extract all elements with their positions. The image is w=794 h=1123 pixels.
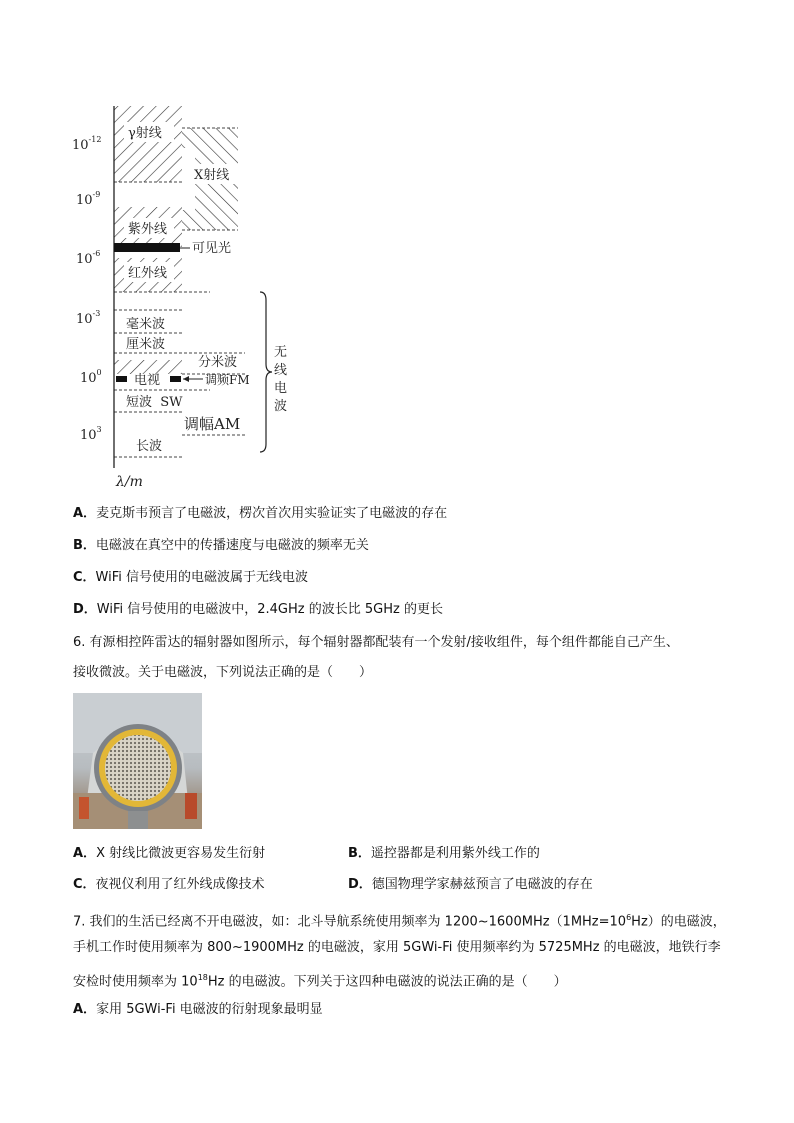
tick-exponent: 0 bbox=[96, 368, 102, 377]
svg-text:103 bbox=[80, 425, 102, 443]
tick-label: 10 bbox=[72, 138, 89, 153]
radio-label-char: 波 bbox=[274, 399, 288, 414]
gamma-band bbox=[114, 106, 182, 182]
radio-brace bbox=[260, 292, 272, 452]
dm-wave-label: 分米波 bbox=[198, 355, 238, 370]
q5-option-b: B．电磁波在真空中的传播速度与电磁波的频率无关 bbox=[73, 538, 369, 553]
svg-text:10-9 bbox=[76, 190, 100, 208]
q5-option-a: A．麦克斯韦预言了电磁波，楞次首次用实验证实了电磁波的存在 bbox=[73, 506, 448, 521]
visible-light-bar bbox=[114, 243, 180, 252]
radio-label-char: 电 bbox=[274, 381, 288, 396]
q7-stem-line-2: 手机工作时使用频率为 800~1900MHz 的电磁波，家用 5GWi-Fi 使用频率约为 5725MHz 的电磁波，地铁行李 bbox=[73, 940, 721, 955]
sw-label: 短波 SW bbox=[126, 395, 183, 410]
radio-label-char: 无 bbox=[274, 345, 288, 360]
tick-label: 10 bbox=[76, 193, 93, 208]
fm-label: 调频FM bbox=[205, 373, 250, 387]
tick-exponent: -9 bbox=[92, 190, 101, 199]
q6-stem-line-2: 接收微波。关于电磁波，下列说法正确的是（ ） bbox=[73, 665, 373, 680]
gamma-label: γ射线 bbox=[128, 126, 162, 141]
q7-option-a: A．家用 5GWi-Fi 电磁波的衍射现象最明显 bbox=[73, 1002, 323, 1017]
uv-label: 紫外线 bbox=[128, 222, 168, 237]
radar-illustration bbox=[73, 693, 202, 829]
tv-marker bbox=[116, 376, 127, 382]
q5-option-d: D．WiFi 信号使用的电磁波中，2.4GHz 的波长比 5GHz 的更长 bbox=[73, 602, 443, 617]
svg-text:10-6 bbox=[76, 249, 100, 267]
ir-label: 红外线 bbox=[128, 266, 168, 281]
q6-option-b: B．遥控器都是利用紫外线工作的 bbox=[348, 846, 540, 861]
q6-option-d: D．德国物理学家赫兹预言了电磁波的存在 bbox=[348, 877, 593, 892]
tick-label: 10 bbox=[80, 371, 97, 386]
q5-option-c: C．WiFi 信号使用的电磁波属于无线电波 bbox=[73, 570, 309, 585]
tick-label: 10 bbox=[76, 312, 93, 327]
svg-text:100 bbox=[80, 368, 102, 386]
microwave-hatch bbox=[114, 360, 182, 374]
tick-exponent: 3 bbox=[96, 425, 102, 434]
tick-label: 10 bbox=[80, 428, 97, 443]
xray-label: X射线 bbox=[194, 168, 230, 183]
visible-label: 可见光 bbox=[192, 241, 232, 256]
axis-label: λ/m bbox=[116, 474, 143, 490]
svg-text:10-12 bbox=[72, 135, 101, 153]
svg-text:10-3 bbox=[76, 309, 100, 327]
tv-label: 电视 bbox=[134, 373, 161, 388]
tick-exponent: -3 bbox=[92, 309, 101, 318]
lw-label: 长波 bbox=[136, 439, 163, 454]
q6-option-a: A．X 射线比微波更容易发生衍射 bbox=[73, 846, 266, 861]
radio-label-char: 线 bbox=[274, 363, 288, 378]
radar-photo bbox=[73, 693, 202, 829]
mm-wave-label: 毫米波 bbox=[126, 317, 166, 332]
fm-marker bbox=[170, 376, 181, 382]
tick-label: 10 bbox=[76, 252, 93, 267]
tick-exponent: -6 bbox=[92, 249, 101, 258]
q6-option-c: C．夜视仪利用了红外线成像技术 bbox=[73, 877, 265, 892]
am-label: 调幅AM bbox=[184, 415, 241, 433]
cm-wave-label: 厘米波 bbox=[126, 337, 166, 352]
q6-stem-line-1: 6. 有源相控阵雷达的辐射器如图所示，每个辐射器都配装有一个发射/接收组件，每个组件都能自己产生、 bbox=[73, 635, 679, 650]
q7-stem-line-1: 7. 我们的生活已经离不开电磁波，如：北斗导航系统使用频率为 $1200\sim 1600MHz(1MHz=10^6Hz)$的电磁波， bbox=[73, 913, 726, 930]
q7-stem-line-3: 安检时使用频率为 $10^{18}Hz$ 的电磁波。下列关于这四种电磁波的说法正确的是（ ） bbox=[73, 973, 567, 990]
tick-exponent: -12 bbox=[88, 135, 102, 144]
spectrum-figure bbox=[60, 100, 300, 495]
